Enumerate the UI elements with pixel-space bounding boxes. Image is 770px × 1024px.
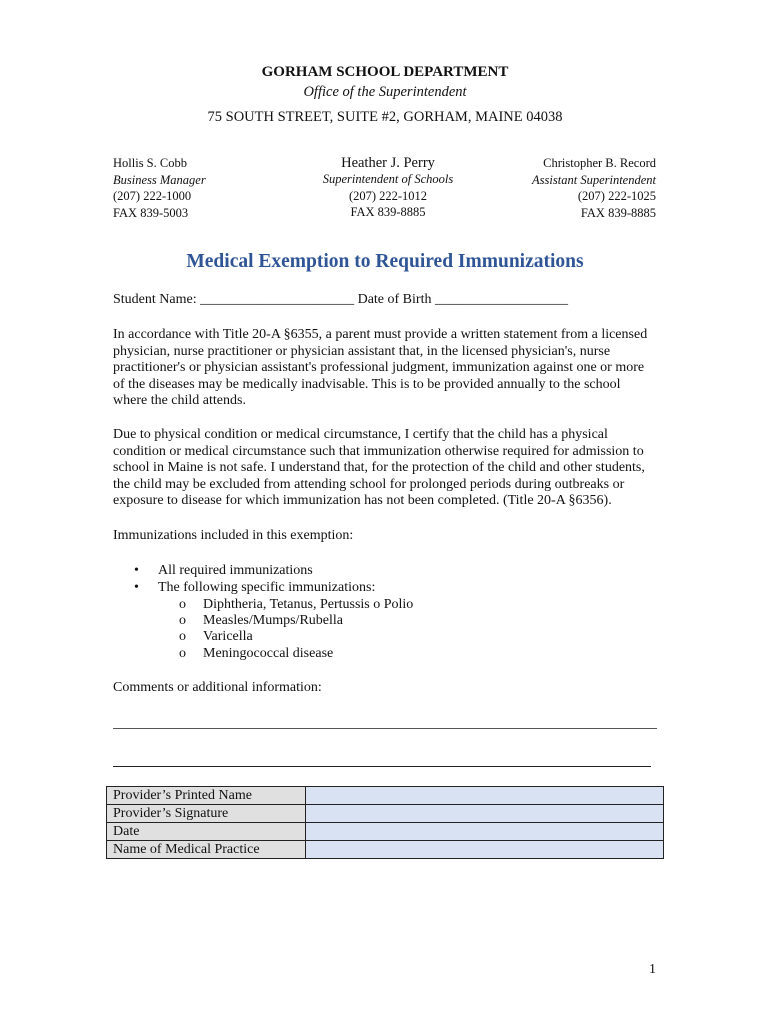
checkbox-marker[interactable]: o [179,629,186,644]
staff-fax: FAX 839-8885 [580,205,656,220]
checkbox-marker[interactable]: o [179,613,186,628]
staff-assistant-superintendent [480,155,656,221]
date-label: Date [107,823,306,841]
staff-business-manager [113,155,206,221]
staff-name: Heather J. Perry [341,155,435,171]
immunization-label: Varicella [203,629,253,644]
table-row [107,787,664,805]
provider-signature-field[interactable] [306,805,664,823]
provider-name-label: Provider’s Printed Name [107,787,306,805]
comments-line[interactable] [113,766,651,767]
legal-paragraph: In accordance with Title 20-A §6355, a parent must provide a written statement from a licensed physician, nurse practitioner or physician assistant that, in the licensed physician's, nurse practitioner's or physician assistant's professional judgment, immunization against one or more of the diseases may be medically inadvisable. This is to be provided annually to the school where the child attends. [113,327,648,409]
department-name: GORHAM SCHOOL DEPARTMENT [261,64,509,80]
bullet-marker: • [134,580,139,595]
bullet-text: All required immunizations [158,563,313,578]
certification-paragraph: Due to physical condition or medical circumstance, I certify that the child has a physical condition or medical circumstance such that immunization otherwise required for admission to school in Maine is not safe. I understand that, for the protection of the child and other students, the child may be excluded from attending school for prolonged periods during outbreaks or exposure to disease for which immunization has not been completed. (Title 20-A §6356). [113,427,645,509]
staff-name: Christopher B. Record [543,156,656,170]
staff-phone: (207) 222-1000 [113,189,192,203]
office-name: Office of the Superintendent [303,84,467,100]
staff-phone: (207) 222-1012 [348,188,428,203]
staff-superintendent [288,155,488,221]
checkbox-marker[interactable]: o [179,597,186,612]
page-number: 1 [649,962,656,977]
staff-fax: FAX 839-5003 [113,205,189,220]
immunization-label: Diphtheria, Tetanus, Pertussis o Polio [203,597,414,612]
medical-practice-label: Name of Medical Practice [107,841,306,859]
office-address: 75 SOUTH STREET, SUITE #2, GORHAM, MAINE 04038 [207,109,563,125]
bullet-marker: • [134,563,139,578]
provider-signature-label: Provider’s Signature [107,805,306,823]
table-row [107,823,664,841]
staff-phone: (207) 222-1025 [577,189,656,203]
staff-fax: FAX 839-8885 [350,205,426,219]
provider-table [106,786,664,859]
student-info-line[interactable]: Student Name: ______________________ Date of Birth ___________________ [113,292,568,307]
immunizations-heading: Immunizations included in this exemption: [113,528,354,543]
staff-role: Business Manager [113,172,206,187]
staff-role: Assistant Superintendent [532,172,656,187]
immunization-label: Meningococcal disease [203,646,334,661]
comments-line[interactable] [113,728,657,729]
comments-label: Comments or additional information: [113,680,322,695]
checkbox-marker[interactable]: o [179,646,186,661]
form-title: Medical Exemption to Required Immunizations [186,251,584,272]
provider-name-field[interactable] [306,787,664,805]
medical-practice-field[interactable] [306,841,664,859]
staff-role: Superintendent of Schools [322,172,454,186]
table-row [107,841,664,859]
staff-name: Hollis S. Cobb [113,156,187,170]
bullet-text: The following specific immunizations: [158,580,376,595]
immunization-label: Measles/Mumps/Rubella [203,613,343,628]
date-field[interactable] [306,823,664,841]
table-row [107,805,664,823]
